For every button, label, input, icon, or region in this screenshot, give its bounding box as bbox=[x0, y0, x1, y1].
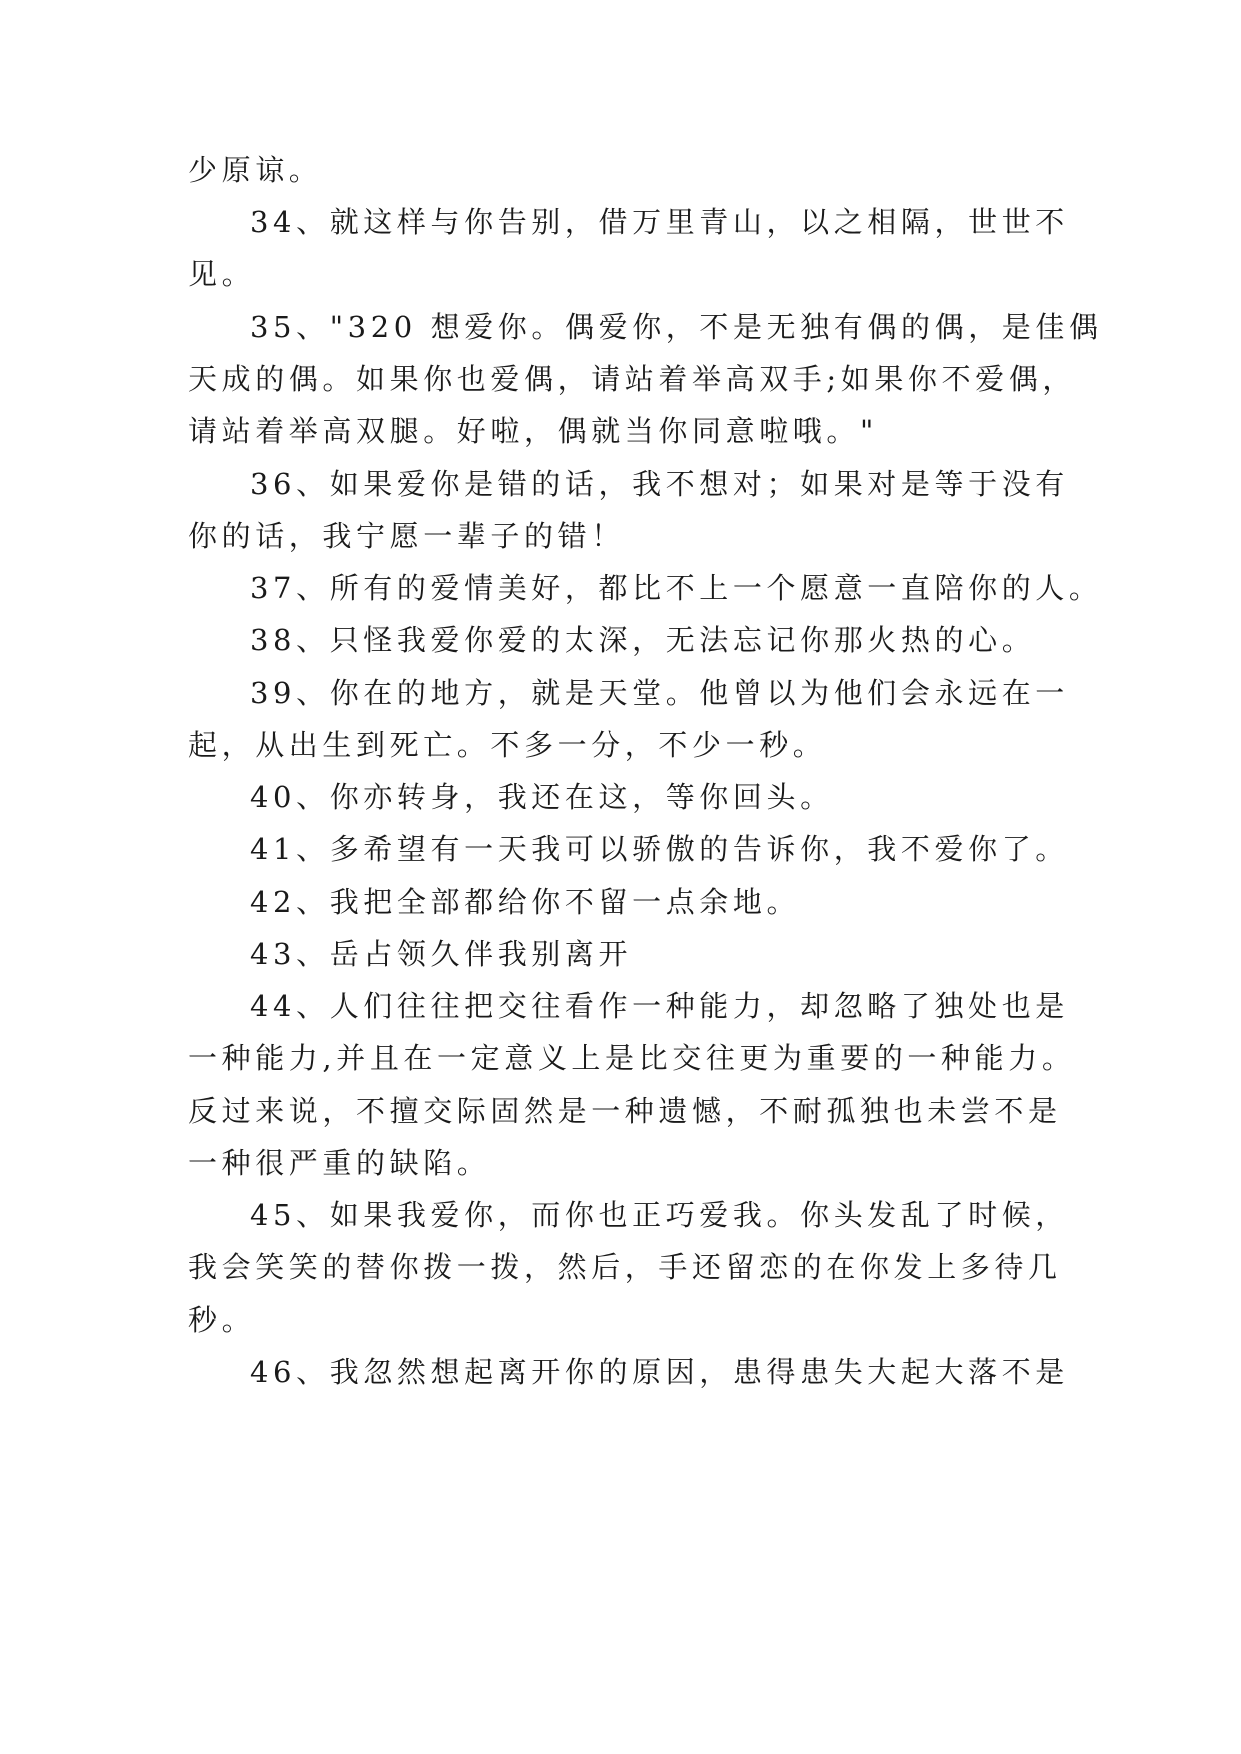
text-line: 秒。 bbox=[188, 1303, 256, 1337]
text-line: 43、岳占领久伴我别离开 bbox=[250, 937, 633, 971]
text-line: 请站着举高双腿。好啦，偶就当你同意啦哦。" bbox=[188, 414, 878, 448]
text-line: 37、所有的爱情美好，都比不上一个愿意一直陪你的人。 bbox=[250, 571, 1103, 605]
text-line: 一种很严重的缺陷。 bbox=[188, 1146, 491, 1180]
text-line: 见。 bbox=[188, 257, 256, 291]
text-line: 40、你亦转身，我还在这，等你回头。 bbox=[250, 780, 834, 814]
text-line: 起，从出生到死亡。不多一分，不少一秒。 bbox=[188, 728, 827, 762]
text-line: 我会笑笑的替你拨一拨，然后，手还留恋的在你发上多待几 bbox=[188, 1250, 1062, 1284]
text-line: 你的话，我宁愿一辈子的错！ bbox=[188, 519, 625, 553]
text-line: 42、我把全部都给你不留一点余地。 bbox=[250, 885, 801, 919]
text-line: 41、多希望有一天我可以骄傲的告诉你，我不爱你了。 bbox=[250, 832, 1069, 866]
text-line: 35、"320 想爱你。偶爱你，不是无独有偶的偶，是佳偶 bbox=[250, 310, 1103, 344]
text-line: 44、人们往往把交往看作一种能力，却忽略了独处也是 bbox=[250, 989, 1069, 1023]
text-line: 一种能力,并且在一定意义上是比交往更为重要的一种能力。 bbox=[188, 1041, 1076, 1075]
text-line: 38、只怪我爱你爱的太深，无法忘记你那火热的心。 bbox=[250, 623, 1036, 657]
text-line: 反过来说，不擅交际固然是一种遗憾，不耐孤独也未尝不是 bbox=[188, 1094, 1062, 1128]
text-line: 36、如果爱你是错的话，我不想对；如果对是等于没有 bbox=[250, 467, 1069, 501]
text-line: 少原谅。 bbox=[188, 153, 323, 187]
text-line: 46、我忽然想起离开你的原因，患得患失大起大落不是 bbox=[250, 1355, 1069, 1389]
text-line: 34、就这样与你告别，借万里青山，以之相隔，世世不 bbox=[250, 205, 1069, 239]
text-line: 45、如果我爱你，而你也正巧爱我。你头发乱了时候， bbox=[250, 1198, 1069, 1232]
text-line: 39、你在的地方，就是天堂。他曾以为他们会永远在一 bbox=[250, 676, 1069, 710]
text-line: 天成的偶。如果你也爱偶，请站着举高双手;如果你不爱偶， bbox=[188, 362, 1076, 396]
